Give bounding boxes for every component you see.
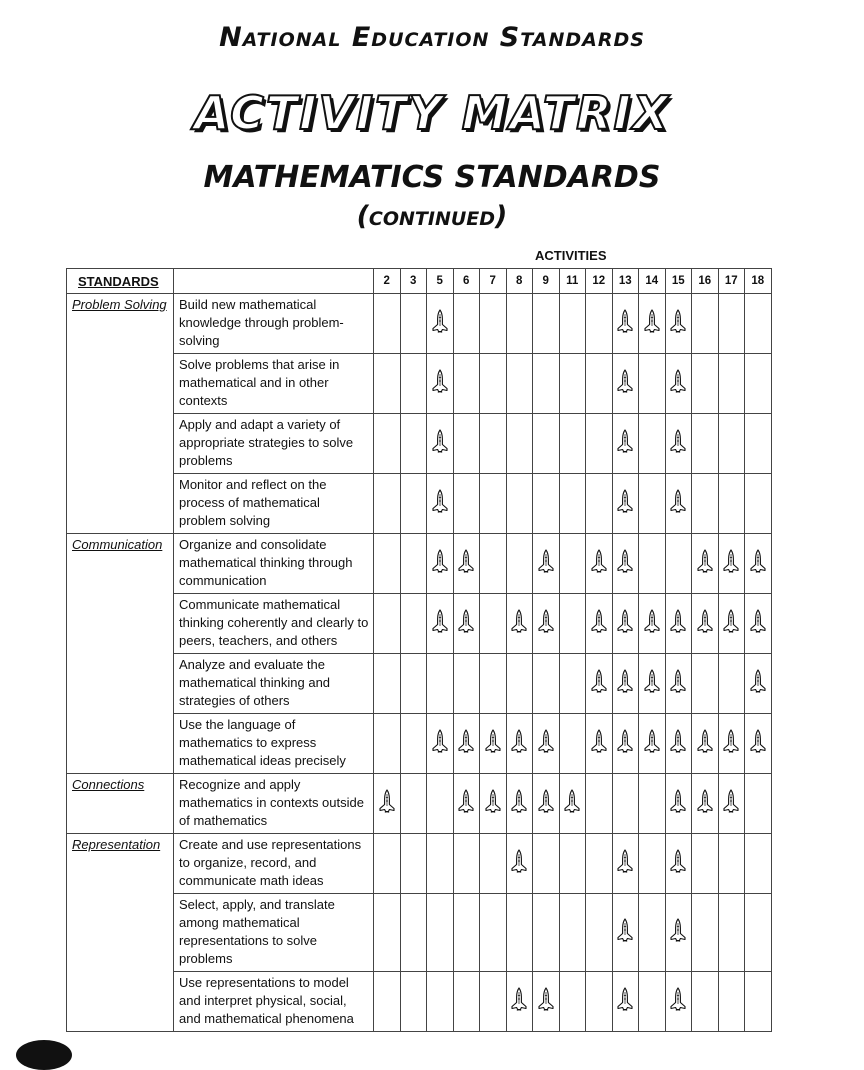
activity-cell xyxy=(506,972,533,1032)
activity-cell xyxy=(400,894,427,972)
space-shuttle-icon xyxy=(509,849,529,873)
activity-cell xyxy=(506,834,533,894)
activity-cell xyxy=(400,474,427,534)
standard-category-label: Problem Solving xyxy=(72,297,167,312)
space-shuttle-icon xyxy=(456,789,476,813)
activity-cell xyxy=(639,534,666,594)
activity-cell xyxy=(718,774,745,834)
activity-cell xyxy=(692,534,719,594)
space-shuttle-icon xyxy=(509,789,529,813)
activity-cell xyxy=(612,894,639,972)
activity-cell xyxy=(718,972,745,1032)
activity-cell xyxy=(612,594,639,654)
activity-cell xyxy=(453,594,480,654)
activity-cell xyxy=(480,774,507,834)
activity-cell xyxy=(586,894,613,972)
standard-category-label: Representation xyxy=(72,837,161,852)
activity-cell xyxy=(427,414,454,474)
activity-cell xyxy=(427,894,454,972)
activity-cell xyxy=(612,294,639,354)
space-shuttle-icon xyxy=(748,609,768,633)
space-shuttle-icon xyxy=(536,729,556,753)
space-shuttle-icon xyxy=(430,429,450,453)
activity-cell xyxy=(639,894,666,972)
space-shuttle-icon xyxy=(721,609,741,633)
activity-column-header: 3 xyxy=(400,269,427,294)
activity-cell xyxy=(374,474,401,534)
space-shuttle-icon xyxy=(668,489,688,513)
activity-cell xyxy=(559,414,586,474)
activity-cell xyxy=(427,294,454,354)
space-shuttle-icon xyxy=(668,369,688,393)
activity-cell xyxy=(612,414,639,474)
activity-cell xyxy=(533,834,560,894)
activity-cell xyxy=(586,654,613,714)
activity-cell xyxy=(533,594,560,654)
activity-cell xyxy=(506,894,533,972)
activity-cell xyxy=(427,594,454,654)
activity-cell xyxy=(639,414,666,474)
activity-cell xyxy=(692,654,719,714)
activity-column-header: 7 xyxy=(480,269,507,294)
activity-cell xyxy=(506,294,533,354)
activity-cell xyxy=(639,474,666,534)
activity-cell xyxy=(506,774,533,834)
activity-cell xyxy=(453,972,480,1032)
activity-cell xyxy=(612,774,639,834)
activity-cell xyxy=(453,414,480,474)
space-shuttle-icon xyxy=(668,918,688,942)
activity-cell xyxy=(665,594,692,654)
space-shuttle-icon xyxy=(430,729,450,753)
activity-cell xyxy=(612,474,639,534)
activity-cell xyxy=(665,354,692,414)
space-shuttle-icon xyxy=(695,609,715,633)
activity-cell xyxy=(427,474,454,534)
space-shuttle-icon xyxy=(668,849,688,873)
standard-description: Communicate mathematical thinking coherently and clearly to peers, teachers, and others xyxy=(174,594,374,654)
activity-cell xyxy=(612,972,639,1032)
matrix-row xyxy=(67,774,772,834)
standard-description: Recognize and apply mathematics in contexts outside of mathematics xyxy=(174,774,374,834)
activity-cell xyxy=(692,474,719,534)
activity-cell xyxy=(400,294,427,354)
activity-cell xyxy=(718,714,745,774)
activity-cell xyxy=(374,972,401,1032)
space-shuttle-icon xyxy=(668,609,688,633)
activity-cell xyxy=(374,534,401,594)
standard-category xyxy=(67,834,174,1032)
activity-cell xyxy=(718,894,745,972)
space-shuttle-icon xyxy=(456,549,476,573)
activity-cell xyxy=(745,714,772,774)
activity-cell xyxy=(480,714,507,774)
activity-cell xyxy=(745,972,772,1032)
space-shuttle-icon xyxy=(615,549,635,573)
space-shuttle-icon xyxy=(430,489,450,513)
activity-cell xyxy=(480,654,507,714)
activity-cell xyxy=(374,834,401,894)
activity-cell xyxy=(718,654,745,714)
space-shuttle-icon xyxy=(642,609,662,633)
standard-description: Apply and adapt a variety of appropriate strategies to solve problems xyxy=(174,414,374,474)
standard-description: Use the language of mathematics to express mathematical ideas precisely xyxy=(174,714,374,774)
activity-cell xyxy=(533,534,560,594)
space-shuttle-icon xyxy=(615,309,635,333)
standard-category-label: Connections xyxy=(72,777,145,792)
space-shuttle-icon xyxy=(509,609,529,633)
page-title: ACTIVITY MATRIX xyxy=(193,86,671,140)
space-shuttle-icon xyxy=(509,987,529,1011)
activity-cell xyxy=(612,714,639,774)
activity-cell xyxy=(533,972,560,1032)
description-header xyxy=(174,269,374,294)
space-shuttle-icon xyxy=(721,789,741,813)
space-shuttle-icon xyxy=(562,789,582,813)
activity-cell xyxy=(612,354,639,414)
activity-cell xyxy=(400,594,427,654)
activity-cell xyxy=(559,714,586,774)
activity-column-header: 6 xyxy=(453,269,480,294)
standard-description: Select, apply, and translate among mathematical representations to solve problems xyxy=(174,894,374,972)
activity-cell xyxy=(453,894,480,972)
standard-description: Organize and consolidate mathematical thinking through communication xyxy=(174,534,374,594)
activity-cell xyxy=(506,354,533,414)
activity-cell xyxy=(745,354,772,414)
activity-cell xyxy=(453,774,480,834)
activity-cell xyxy=(533,474,560,534)
space-shuttle-icon xyxy=(615,918,635,942)
activity-cell xyxy=(665,714,692,774)
activity-cell xyxy=(612,534,639,594)
activity-cell xyxy=(427,834,454,894)
activity-cell xyxy=(559,294,586,354)
activity-cell xyxy=(745,294,772,354)
activity-cell xyxy=(745,774,772,834)
activity-cell xyxy=(665,654,692,714)
activity-cell xyxy=(745,654,772,714)
activity-cell xyxy=(639,834,666,894)
matrix-row xyxy=(67,534,772,594)
activity-cell xyxy=(692,414,719,474)
activity-cell xyxy=(506,534,533,594)
space-shuttle-icon xyxy=(509,729,529,753)
activity-cell xyxy=(718,594,745,654)
activity-cell xyxy=(665,474,692,534)
activity-cell xyxy=(427,654,454,714)
space-shuttle-icon xyxy=(456,729,476,753)
activity-cell xyxy=(559,834,586,894)
activity-cell xyxy=(427,714,454,774)
standard-description: Build new mathematical knowledge through problem-solving xyxy=(174,294,374,354)
activity-cell xyxy=(374,714,401,774)
space-shuttle-icon xyxy=(615,669,635,693)
activity-column-header: 9 xyxy=(533,269,560,294)
space-shuttle-icon xyxy=(430,549,450,573)
space-shuttle-icon xyxy=(748,729,768,753)
space-shuttle-icon xyxy=(668,729,688,753)
activity-cell xyxy=(692,594,719,654)
activity-column-header: 8 xyxy=(506,269,533,294)
activity-cell xyxy=(586,594,613,654)
activity-cell xyxy=(533,774,560,834)
space-shuttle-icon xyxy=(695,789,715,813)
activity-cell xyxy=(480,474,507,534)
activities-label: ACTIVITIES xyxy=(535,248,607,263)
page-subtitle: MATHEMATICS STANDARDS xyxy=(203,160,661,195)
activity-column-header: 13 xyxy=(612,269,639,294)
activity-cell xyxy=(586,294,613,354)
activity-cell xyxy=(453,534,480,594)
activity-cell xyxy=(506,414,533,474)
space-shuttle-icon xyxy=(668,789,688,813)
space-shuttle-icon xyxy=(430,369,450,393)
activity-cell xyxy=(718,534,745,594)
activity-cell xyxy=(612,654,639,714)
activity-cell xyxy=(400,714,427,774)
activity-cell xyxy=(586,534,613,594)
activity-cell xyxy=(612,834,639,894)
space-shuttle-icon xyxy=(615,489,635,513)
activity-cell xyxy=(480,294,507,354)
activity-cell xyxy=(480,414,507,474)
activity-cell xyxy=(453,294,480,354)
activity-cell xyxy=(745,834,772,894)
activity-cell xyxy=(665,534,692,594)
space-shuttle-icon xyxy=(589,669,609,693)
activity-cell xyxy=(718,414,745,474)
activity-cell xyxy=(718,354,745,414)
activity-cell xyxy=(586,414,613,474)
space-shuttle-icon xyxy=(695,549,715,573)
space-shuttle-icon xyxy=(695,729,715,753)
activity-column-header: 12 xyxy=(586,269,613,294)
space-shuttle-icon xyxy=(642,669,662,693)
activity-cell xyxy=(533,714,560,774)
space-shuttle-icon xyxy=(589,609,609,633)
space-shuttle-icon xyxy=(668,669,688,693)
activity-cell xyxy=(400,834,427,894)
activity-column-header: 2 xyxy=(374,269,401,294)
activity-cell xyxy=(400,414,427,474)
space-shuttle-icon xyxy=(668,309,688,333)
activity-cell xyxy=(692,714,719,774)
activity-cell xyxy=(453,834,480,894)
activity-column-header: 17 xyxy=(718,269,745,294)
activity-cell xyxy=(718,834,745,894)
activity-cell xyxy=(453,654,480,714)
activity-cell xyxy=(639,294,666,354)
activity-cell xyxy=(374,594,401,654)
activity-cell xyxy=(692,894,719,972)
activity-cell xyxy=(745,414,772,474)
standard-description: Create and use representations to organize, record, and communicate math ideas xyxy=(174,834,374,894)
space-shuttle-icon xyxy=(615,609,635,633)
standard-category-label: Communication xyxy=(72,537,163,552)
space-shuttle-icon xyxy=(430,609,450,633)
space-shuttle-icon xyxy=(589,729,609,753)
activity-column-header: 14 xyxy=(639,269,666,294)
activity-cell xyxy=(533,654,560,714)
standards-header: STANDARDS xyxy=(67,269,174,294)
activity-cell xyxy=(559,534,586,594)
activity-column-header: 16 xyxy=(692,269,719,294)
activity-cell xyxy=(745,894,772,972)
activity-cell xyxy=(639,774,666,834)
space-shuttle-icon xyxy=(748,549,768,573)
standard-description: Analyze and evaluate the mathematical thinking and strategies of others xyxy=(174,654,374,714)
activity-cell xyxy=(718,294,745,354)
space-shuttle-icon xyxy=(748,669,768,693)
activity-matrix-table xyxy=(66,268,772,1032)
activity-cell xyxy=(374,774,401,834)
activity-cell xyxy=(480,894,507,972)
activity-cell xyxy=(374,354,401,414)
activity-cell xyxy=(718,474,745,534)
standard-category xyxy=(67,534,174,774)
activity-cell xyxy=(559,354,586,414)
activity-cell xyxy=(506,474,533,534)
activity-cell xyxy=(665,774,692,834)
space-shuttle-icon xyxy=(615,987,635,1011)
activity-column-header: 15 xyxy=(665,269,692,294)
standard-category xyxy=(67,294,174,534)
activity-cell xyxy=(586,972,613,1032)
space-shuttle-icon xyxy=(615,429,635,453)
space-shuttle-icon xyxy=(642,729,662,753)
space-shuttle-icon xyxy=(536,789,556,813)
space-shuttle-icon xyxy=(483,729,503,753)
activity-cell xyxy=(480,834,507,894)
activity-cell xyxy=(400,774,427,834)
activity-cell xyxy=(480,594,507,654)
activity-cell xyxy=(586,474,613,534)
space-shuttle-icon xyxy=(483,789,503,813)
space-shuttle-icon xyxy=(721,729,741,753)
space-shuttle-icon xyxy=(615,849,635,873)
activity-cell xyxy=(586,354,613,414)
space-shuttle-icon xyxy=(615,369,635,393)
activity-cell xyxy=(559,654,586,714)
activity-cell xyxy=(692,972,719,1032)
space-shuttle-icon xyxy=(536,987,556,1011)
activity-cell xyxy=(665,972,692,1032)
activity-cell xyxy=(374,894,401,972)
standard-category xyxy=(67,774,174,834)
activity-cell xyxy=(559,474,586,534)
activity-cell xyxy=(427,774,454,834)
activity-column-header: 5 xyxy=(427,269,454,294)
space-shuttle-icon xyxy=(430,309,450,333)
matrix-body xyxy=(67,294,772,1032)
activity-cell xyxy=(586,774,613,834)
activity-cell xyxy=(374,654,401,714)
activity-cell xyxy=(506,654,533,714)
activity-cell xyxy=(374,414,401,474)
space-shuttle-icon xyxy=(456,609,476,633)
matrix-header-row xyxy=(67,269,772,294)
activity-cell xyxy=(745,474,772,534)
activity-cell xyxy=(559,972,586,1032)
space-shuttle-icon xyxy=(536,609,556,633)
activity-cell xyxy=(745,594,772,654)
activity-cell xyxy=(533,414,560,474)
activity-cell xyxy=(586,714,613,774)
activity-cell xyxy=(692,354,719,414)
standard-description: Use representations to model and interpret physical, social, and mathematical phenomena xyxy=(174,972,374,1032)
activity-cell xyxy=(559,594,586,654)
activity-cell xyxy=(639,654,666,714)
activity-cell xyxy=(427,354,454,414)
activity-cell xyxy=(533,354,560,414)
activity-cell xyxy=(559,894,586,972)
activity-cell xyxy=(665,294,692,354)
space-shuttle-icon xyxy=(721,549,741,573)
activity-cell xyxy=(480,534,507,594)
standard-description: Monitor and reflect on the process of mathematical problem solving xyxy=(174,474,374,534)
activity-cell xyxy=(586,834,613,894)
page-subtitle-continued: (continued) xyxy=(356,201,508,232)
activity-cell xyxy=(506,714,533,774)
activity-cell xyxy=(480,972,507,1032)
activity-cell xyxy=(639,714,666,774)
activity-cell xyxy=(400,654,427,714)
standard-description: Solve problems that arise in mathematical and in other contexts xyxy=(174,354,374,414)
activity-cell xyxy=(533,294,560,354)
activity-cell xyxy=(745,534,772,594)
activity-cell xyxy=(453,714,480,774)
space-shuttle-icon xyxy=(377,789,397,813)
activity-cell xyxy=(692,834,719,894)
activity-cell xyxy=(506,594,533,654)
activity-cell xyxy=(665,894,692,972)
activity-cell xyxy=(400,354,427,414)
page-supertitle: National Education Standards xyxy=(219,22,645,53)
activity-cell xyxy=(480,354,507,414)
activity-column-header: 11 xyxy=(559,269,586,294)
nasa-logo xyxy=(16,1040,72,1070)
activity-cell xyxy=(692,774,719,834)
activity-cell xyxy=(400,534,427,594)
space-shuttle-icon xyxy=(668,429,688,453)
activity-cell xyxy=(400,972,427,1032)
activity-cell xyxy=(374,294,401,354)
activity-cell xyxy=(665,414,692,474)
activity-cell xyxy=(692,294,719,354)
activity-cell xyxy=(453,354,480,414)
space-shuttle-icon xyxy=(668,987,688,1011)
activity-cell xyxy=(639,354,666,414)
activity-column-header: 18 xyxy=(745,269,772,294)
matrix-row xyxy=(67,294,772,354)
space-shuttle-icon xyxy=(642,309,662,333)
space-shuttle-icon xyxy=(615,729,635,753)
activity-cell xyxy=(427,972,454,1032)
activity-cell xyxy=(427,534,454,594)
activity-cell xyxy=(639,972,666,1032)
activity-cell xyxy=(665,834,692,894)
space-shuttle-icon xyxy=(589,549,609,573)
activity-cell xyxy=(639,594,666,654)
activity-cell xyxy=(453,474,480,534)
space-shuttle-icon xyxy=(536,549,556,573)
activity-cell xyxy=(559,774,586,834)
matrix-row xyxy=(67,834,772,894)
activity-cell xyxy=(533,894,560,972)
